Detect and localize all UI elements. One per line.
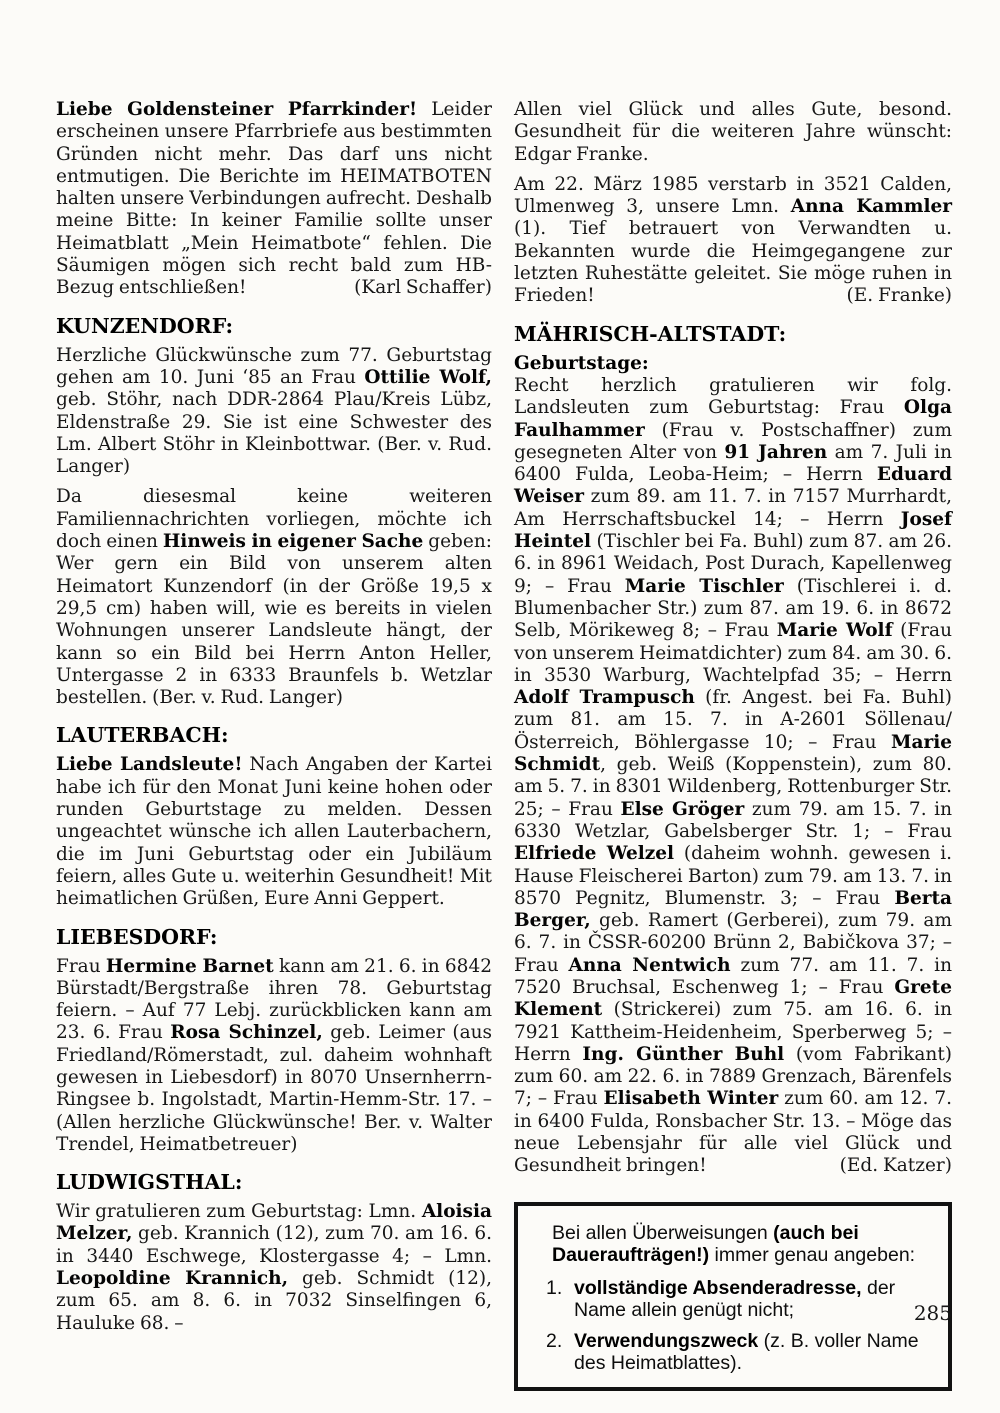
bold-text-run: Ing. Günther Buhl	[582, 1043, 785, 1065]
attribution: (Karl Schaffer)	[354, 277, 492, 299]
bold-text-run: 91 Jahren	[724, 441, 828, 463]
paragraph-maehrisch-birthdays	[514, 375, 952, 1178]
text-run: Frau	[56, 955, 106, 977]
text-run: (daheim wohnh. gewesen i. Hause Fleischerei Barton) zum 79. am 13. 7. in 8570 Pegnitz, Blumenstr. 3; – Frau	[514, 843, 953, 909]
section-heading-maehrisch-altstadt: MÄHRISCH-ALTSTADT:	[514, 321, 787, 346]
paragraph-kunzendorf-birthday	[56, 345, 492, 479]
attribution: (Ed. Katzer)	[839, 1155, 952, 1177]
notice-intro	[552, 1222, 934, 1267]
text-run: Bei allen Überweisungen	[552, 1221, 774, 1244]
text-run: geb. Krannich (12), zum 70. am 16. 6. in 3440 Eschwege, Klostergasse 4; – Lmn.	[56, 1223, 492, 1267]
bold-text-run: Marie Tischler	[624, 575, 784, 597]
bold-text-run: Hermine Barnet	[105, 955, 274, 977]
bold-text-run: Marie Wolf	[776, 620, 893, 642]
text-run: geb. Ramert (Gerberei), zum 79. am 6. 7. in ČSSR-60200 Brünn 2, Babičkova 37; – Frau	[514, 910, 952, 976]
text-run: (vom Fabrikant) zum 60. am 22. 6. in 7889 Grenzach, Bärenfels 7; – Frau	[514, 1043, 952, 1110]
text-run: zum 77. am 11. 7. in 7520 Bruchsal, Eschenweg 1; – Frau	[514, 954, 952, 998]
text-run: (Tischlerei i. d. Blumenbacher Str.) zum 87. am 19. 6. in 8672 Selb, Mörikeweg 8; – Frau	[514, 575, 953, 642]
text-run: zum 60. am 12. 7. in 6400 Fulda, Ronsbacher Str. 13. – Möge das neue Lebensjahr für alle viel Glück und Gesundheit bringen!	[514, 1088, 952, 1177]
bold-text-run: Josef Heintel	[514, 508, 952, 553]
text-run: (Frau v. Postschaffner) zum gesegneten Alter von	[514, 419, 952, 463]
text-run: kann am 21. 6. in 6842 Bürstadt/Bergstraße ihren 78. Geburtstag feiern. – Auf 77 Lebj. zurückblicken kann am 23. 6. Frau	[56, 955, 492, 1044]
text-run: (Frau von unserem Heimatdichter) zum 84. am 30. 6. in 3530 Warburg, Wachtelpfad 35; – Herrn	[514, 620, 952, 686]
paragraph-kunzendorf-hinweis	[56, 486, 492, 709]
text-run: Herzliche Glückwünsche zum 77. Geburtstag gehen am 10. Juni ‘85 an Frau	[56, 344, 492, 388]
text-run: geb. Leimer (aus Friedland/Römerstadt, zul. daheim wohnhaft gewesen in Liebesdorf) in 8070 Unsernherrn-Ringsee b. Ingolstadt, Martin-Hemm-Str. 17. – (Allen herzliche Glückwünsche! Ber. v. Walter Trendel, Heimatbetreuer)	[56, 1022, 493, 1155]
text-run: Recht herzlich gratulieren wir folg. Landsleuten zum Geburtstag: Frau	[514, 374, 952, 419]
bold-text-run: Rosa Schinzel,	[170, 1022, 323, 1044]
attribution: (E. Franke)	[846, 285, 952, 307]
right-column	[514, 99, 952, 1391]
text-run: geb. Stöhr, nach DDR-2864 Plau/Kreis Lübz, Eldenstraße 29. Sie ist eine Schwester des Lm. Albert Stöhr in Kleinbottwar. (Ber. v. Rud. Langer)	[56, 389, 492, 478]
bold-text-run: Anna Kammler	[790, 196, 952, 218]
bold-text-run: Elisabeth Winter	[603, 1088, 779, 1110]
paragraph-liebesdorf	[56, 956, 492, 1157]
text-run: geb. Schmidt (12), zum 65. am 8. 6. in 7032 Sinselfingen 6, Hauluke 68. –	[56, 1268, 492, 1334]
text-run: der Name allein genügt nicht;	[574, 1276, 896, 1322]
section-heading-liebesdorf: LIEBESDORF:	[56, 924, 218, 949]
bold-text-run: Berta Berger,	[514, 887, 952, 932]
text-run: (fr. Angest. bei Fa. Buhl) zum 81. am 15. 7. in A-2601 Söllenau/Österreich, Böhlergasse 10; – Frau	[514, 687, 952, 753]
notice-item-2-text	[574, 1330, 934, 1375]
text-run: Allen viel Glück und alles Gute, besond. Gesundheit für die weiteren Jahre wünscht: Edgar Franke.	[514, 99, 952, 165]
text-run: Leider erscheinen unsere Pfarrbriefe aus bestimmten Gründen nicht mehr. Das darf uns nicht entmutigen. Die Berichte im HEIMATBOTEN halten unsere Verbindungen aufrecht. Deshalb meine Bitte: In keiner Familie sollte unser Heimatblatt „Mein Heimatbote“ fehlen. Die Säumigen mögen sich recht bald zum HB-Bezug entschließen!	[56, 99, 492, 299]
text-run: am 7. Juli in 6400 Fulda, Leoba-Heim; – Herrn	[514, 441, 952, 486]
section-heading-kunzendorf: KUNZENDORF:	[56, 313, 234, 338]
bold-text-run: Hinweis in eigener Sache	[162, 531, 424, 553]
text-run: (1). Tief betrauert von Verwandten u. Bekannten wurde die Heimgegangene zur letzten Ruhestätte geleitet. Sie möge ruhen in Frieden!	[514, 218, 952, 307]
text-run: Am 22. März 1985 verstarb in 3521 Calden, Ulmenweg 3, unsere Lmn.	[514, 173, 952, 218]
payment-notice-box	[514, 1202, 952, 1391]
bold-text-run: Olga Faulhammer	[514, 397, 952, 441]
text-run: geben: Wer gern ein Bild von unserem alten Heimatort Kunzendorf (in der Größe 19,5 x 29,5 cm) haben will, wie es bereits in vielen Wohnungen unserer Landsleute hängt, der kann so ein Bild bei Herrn Anton Heller, Untergasse 2 in 6333 Braunfels b. Wetzlar bestellen. (Ber. v. Rud. Langer)	[56, 531, 492, 709]
text-run: (Strickerei) zum 75. am 16. 6. in 7921 Kattheim-Heidenheim, Sperberweg 5; – Herrn	[514, 999, 952, 1065]
text-run: (Tischler bei Fa. Buhl) zum 87. am 26. 6. in 8961 Weidach, Post Durach, Kapellenweg 9; – Frau	[514, 531, 952, 597]
paragraph-wishes	[514, 99, 952, 166]
bold-text-run: (auch bei Daueraufträgen!)	[552, 1221, 859, 1267]
section-heading-lauterbach: LAUTERBACH:	[56, 723, 229, 748]
bold-text-run: Anna Nentwich	[568, 954, 731, 976]
text-run: (z. B. voller Name des Heimatblattes).	[574, 1329, 919, 1375]
left-column	[56, 99, 492, 1335]
sub-heading-geburtstage: Geburtstage:	[514, 352, 649, 374]
bold-text-run: Aloisia Melzer,	[56, 1201, 492, 1245]
paragraph-obituary-kammler	[514, 174, 952, 308]
text-run: zum 79. am 15. 7. in 6330 Wetzlar, Gabelsberger Str. 1; – Frau	[514, 798, 953, 842]
text-run: zum 89. am 11. 7. in 7157 Murrhardt, Am Herrschaftsbuckel 14; – Herrn	[514, 486, 952, 530]
bold-text-run: Verwendungszweck	[574, 1329, 759, 1352]
page-number: 285	[913, 1301, 952, 1325]
text-run: Da diesesmal keine weiteren Familiennachrichten vorliegen, möchte ich doch einen	[56, 486, 492, 553]
bold-text-run: Liebe Landsleute!	[56, 754, 243, 776]
bold-text-run: vollständige Absenderadresse,	[574, 1276, 862, 1299]
notice-item-1-number: 1.	[546, 1276, 563, 1299]
paragraph-lauterbach	[56, 754, 492, 910]
bold-text-run: Grete Klement	[514, 976, 952, 1021]
bold-text-run: Liebe Goldensteiner Pfarrkinder!	[56, 99, 418, 120]
bold-text-run: Else Gröger	[620, 798, 745, 820]
bold-text-run: Leopoldine Krannich,	[56, 1268, 289, 1290]
bold-text-run: Ottilie Wolf,	[364, 366, 492, 388]
bold-text-run: Elfriede Welzel	[514, 843, 675, 865]
text-run: immer genau angeben:	[709, 1244, 916, 1267]
text-run: , geb. Weiß (Koppenstein), zum 80. am 5. 7. in 8301 Wildenberg, Rottenburger Str. 25; – Frau	[514, 754, 952, 820]
notice-item-2	[546, 1330, 934, 1375]
bold-text-run: Adolf Trampusch	[514, 687, 695, 709]
text-run: Wir gratulieren zum Geburtstag: Lmn.	[56, 1201, 422, 1223]
section-heading-ludwigsthal: LUDWIGSTHAL:	[56, 1170, 243, 1195]
bold-text-run: Marie Schmidt	[514, 731, 952, 776]
paragraph-ludwigsthal	[56, 1201, 492, 1335]
notice-item-2-number: 2.	[546, 1329, 563, 1352]
text-run: Nach Angaben der Kartei habe ich für den Monat Juni keine hohen oder runden Geburtstage zu melden. Dessen ungeachtet wünsche ich allen Lauterbachern, die im Juni Geburtstag oder ein Jubiläum feiern, alles Gute u. weiterhin Gesundheit! Mit heimatlichen Grüßen, Eure Anni Geppert.	[56, 754, 492, 910]
paragraph-goldensteiner-pfarrkinder	[56, 99, 492, 300]
bold-text-run: Eduard Weiser	[514, 464, 952, 508]
